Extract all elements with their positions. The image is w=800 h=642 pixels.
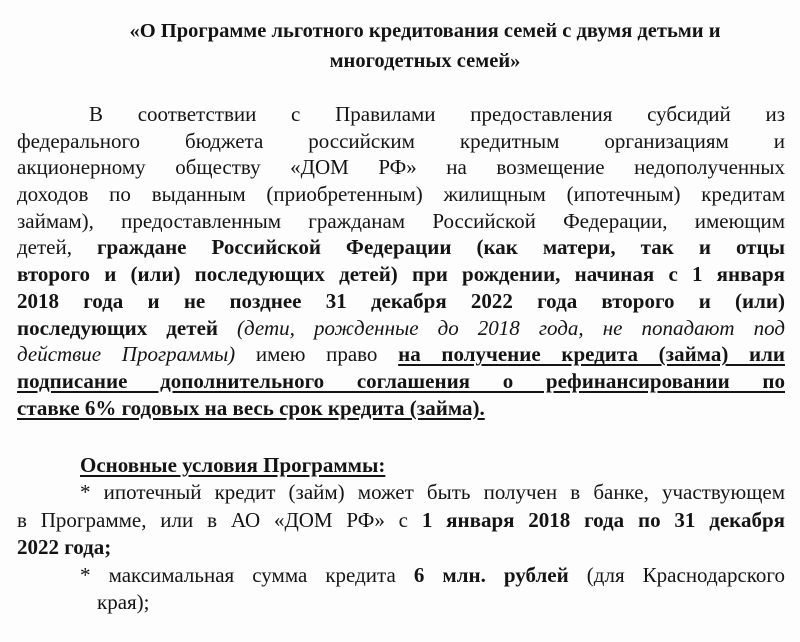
paragraph-italic-text: действие Программы) — [17, 342, 236, 367]
paragraph-line — [17, 234, 785, 261]
paragraph-bold-text: последующих детей — [17, 315, 218, 340]
list-bold-text: 1 января 2018 года по 31 декабря — [421, 507, 785, 532]
paragraph-line: федерального бюджета российским кредитным организациям и — [17, 128, 785, 153]
paragraph-underlined-text: на получение кредита (займа) или — [398, 342, 785, 367]
list-text: в Программе, или в АО «ДОМ РФ» с — [17, 507, 422, 532]
paragraph-line: подписание дополнительного соглашения о рефинансировании по — [17, 368, 785, 393]
paragraph-line: ставке 6% годовых на весь срок кредита (займа). — [17, 395, 485, 420]
paragraph-italic-text: (дети, рожденные до 2018 года, не попадают под — [218, 315, 786, 340]
paragraph-line: второго и (или) последующих детей) при рождении, начиная с 1 января — [17, 262, 785, 287]
document-title — [60, 16, 790, 76]
main-paragraph — [17, 101, 785, 421]
title-line-1: «О Программе льготного кредитования семей с двумя детьми и — [129, 20, 721, 42]
paragraph-line — [17, 341, 785, 368]
paragraph-text: имею право — [235, 342, 399, 367]
list-item-line — [17, 562, 785, 590]
paragraph-bold-text: граждане Российской Федерации (как матери, так и отцы — [72, 235, 785, 260]
list-bold-text: 6 млн. рублей — [413, 562, 569, 587]
paragraph-line: 2018 года и не позднее 31 декабря 2022 года второго и (или) — [17, 288, 785, 313]
list-item-line — [17, 507, 785, 535]
list-item-line: 2022 года; — [17, 535, 112, 559]
section-title: Основные условия Программы: — [80, 453, 386, 477]
list-text: (для Краснодарского — [568, 562, 785, 587]
title-line-2: многодетных семей» — [329, 50, 521, 72]
list-text: * максимальная сумма кредита — [80, 562, 414, 587]
list-item-line: * ипотечный кредит (займ) может быть получен в банке, участвующем — [80, 480, 785, 504]
list-item-line: края); — [97, 590, 150, 614]
paragraph-line: В соответствии с Правилами предоставления субсидий из — [89, 102, 785, 126]
paragraph-line — [17, 315, 785, 342]
paragraph-text: детей, — [17, 235, 72, 260]
paragraph-line: займам), предоставленным гражданам Российской Федерации, имеющим — [17, 208, 785, 233]
conditions-list — [17, 479, 785, 617]
paragraph-line: акционерному обществу «ДОМ РФ» на возмещение недополученных — [17, 155, 785, 180]
paragraph-line: доходов по выданным (приобретенным) жилищным (ипотечным) кредитам — [17, 182, 785, 207]
